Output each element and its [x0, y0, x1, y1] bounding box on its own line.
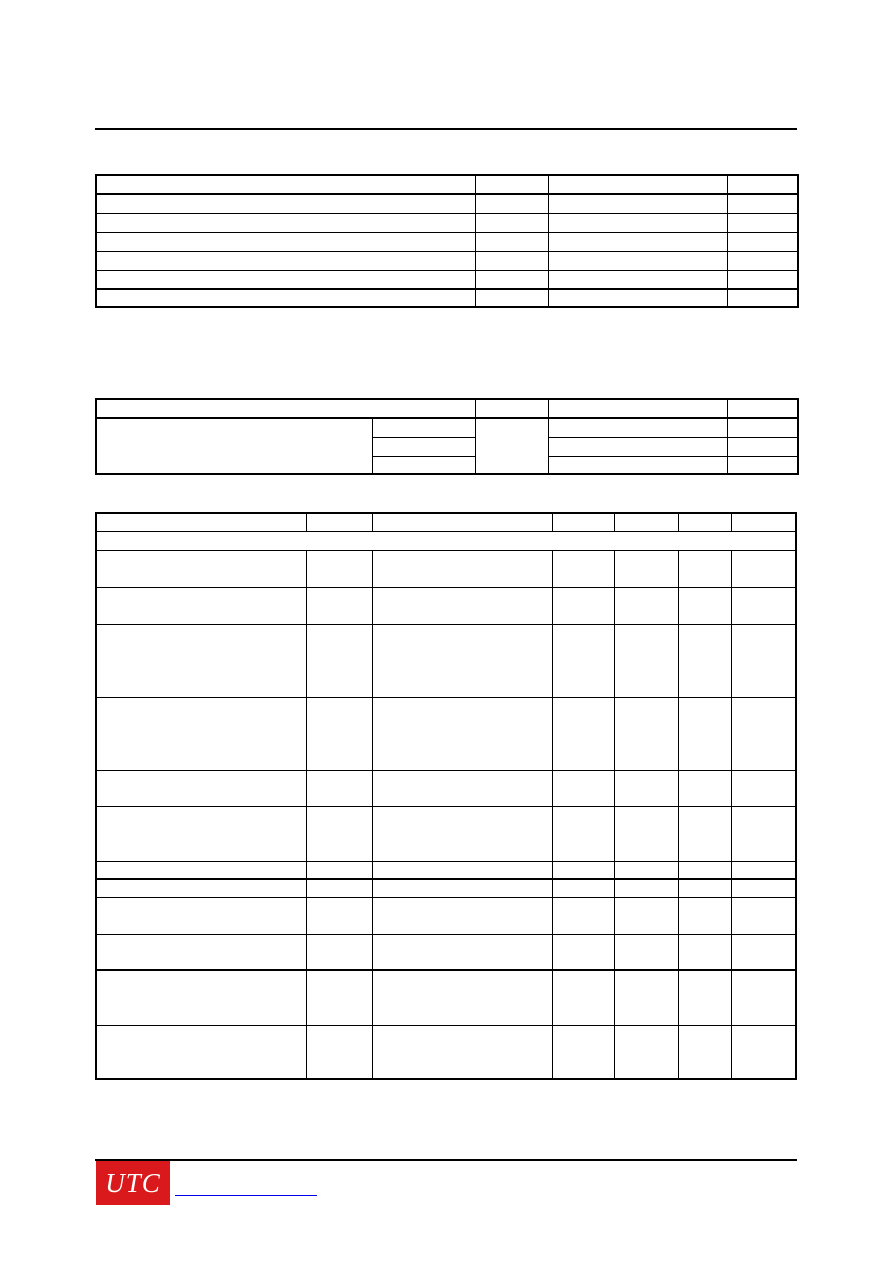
absolute-max-ratings-table — [95, 174, 799, 308]
utc-logo: UTC — [96, 1161, 170, 1205]
table-row — [96, 251, 798, 270]
table-row — [96, 289, 798, 307]
table-header-row — [96, 399, 798, 418]
table-row — [96, 213, 798, 232]
table-row — [96, 1025, 796, 1079]
table-row — [96, 232, 798, 251]
table-row — [96, 897, 796, 934]
thermal-data-table — [95, 398, 799, 475]
table-row — [96, 418, 798, 437]
electrical-characteristics-table — [95, 512, 797, 1080]
table-row — [96, 194, 798, 213]
table-row — [96, 934, 796, 970]
footer-rule — [95, 1159, 797, 1161]
table-row — [96, 970, 796, 1025]
table-header-row — [96, 513, 796, 531]
table-row — [96, 624, 796, 697]
header-rule — [95, 128, 797, 130]
table-row — [96, 770, 796, 806]
table-row — [96, 879, 796, 897]
table-row — [96, 861, 796, 879]
table-header-row — [96, 175, 798, 194]
section-row — [96, 531, 796, 550]
table-row — [96, 697, 796, 770]
table-row — [96, 270, 798, 289]
table-row — [96, 806, 796, 861]
table-row — [96, 550, 796, 587]
website-link[interactable] — [175, 1195, 317, 1196]
table-row — [96, 587, 796, 624]
